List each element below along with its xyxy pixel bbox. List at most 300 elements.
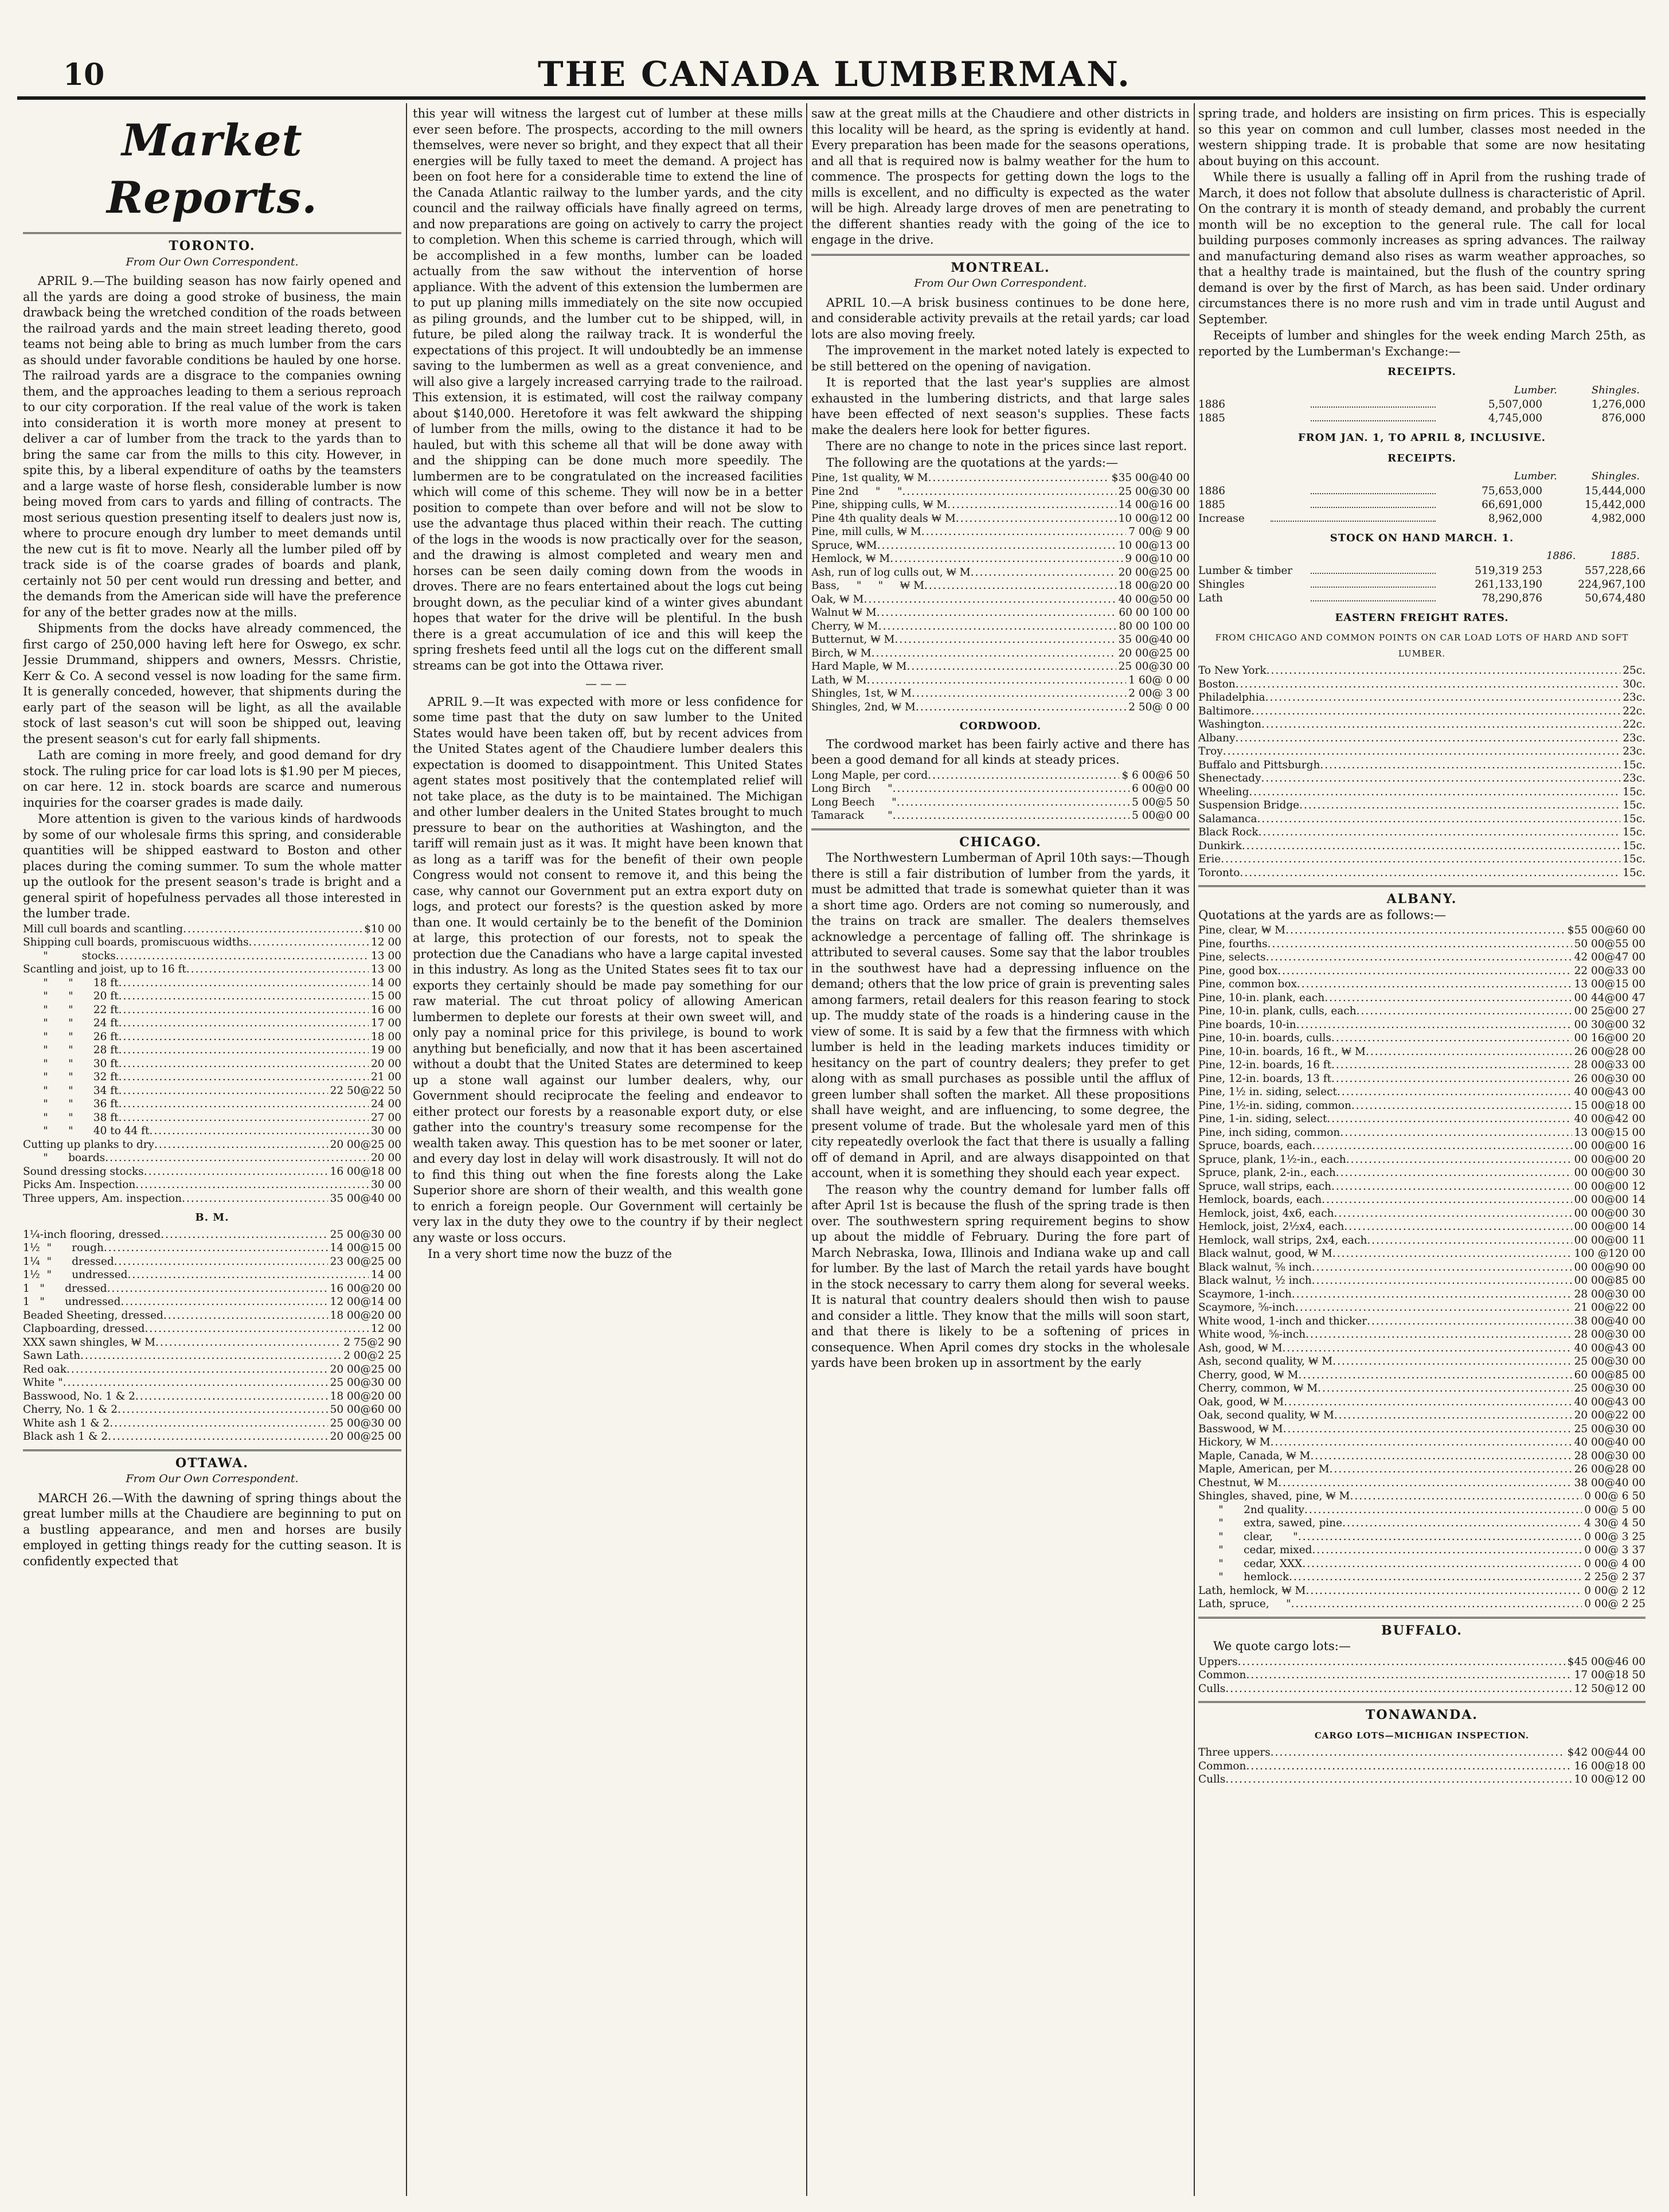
item-name: White ash 1 & 2 (23, 1417, 110, 1429)
price-row (1198, 1463, 1645, 1476)
item-name: Albany (1198, 732, 1236, 744)
price-row (1198, 1153, 1645, 1167)
stat-value: 15,442,000 (1585, 498, 1645, 511)
item-name: Shingles, shaved, pine, ₩ M (1198, 1490, 1350, 1502)
item-name: Hard Maple, ₩ M (811, 661, 907, 673)
item-name: Pine, 10-in. plank, each (1198, 991, 1325, 1004)
item-price: 1 60@ 0 00 (1128, 674, 1190, 686)
paragraph: APRIL 9.—The building season has now fairly opened and all the yards are doing a good stroke of business, the main drawback being the wretched condition of the roads between the railroad yards and the main street leading thereto, good teams not being able to bring as much lumber from the cars as should under favorable conditions be hauled by one horse. The railroad yards are a disgrace to the companies owning them, and the approaches leading to them a serious reproach to our city corporation. If the real value of the work is taken into consideration it is worth more money at present to deliver a car of lumber from the track to the yards than to bring the same car from the mills to this city. However, in spite this, by a liberal expenditure of oaths by the teamsters and a large waste of horse flesh, considerable lumber is now being moved from cars to yards and filling of contracts. The most serious question presenting itself to dealers just now is, where to procure enough dry lumber to meet demands until the new cut is fit to move. Nearly all the lumber piled off by track side is of the coarse grades of boards and plank, certainly not 50 per cent would run dressing and better, and the demands from the American side will have the preference for any of the better grades now at the mills. (23, 274, 401, 619)
item-name: Culls (1198, 1682, 1226, 1695)
item-name: Common (1198, 1669, 1246, 1681)
item-price: 15c. (1623, 866, 1645, 879)
dot-leader (1246, 1760, 1572, 1773)
item-name: Oak, second quality, ₩ M (1198, 1409, 1334, 1421)
page-number: 10 (63, 57, 105, 92)
item-price: 20 00 (371, 1152, 401, 1164)
price-row (1198, 1760, 1645, 1773)
dot-leader (877, 539, 1116, 553)
item-name: White " (23, 1377, 63, 1389)
item-name: 1¼-inch flooring, dressed (23, 1228, 161, 1241)
item-name: Black ash 1 & 2 (23, 1431, 108, 1443)
price-row (1198, 1099, 1645, 1113)
dot-leader (1249, 785, 1620, 799)
price-row (1198, 812, 1645, 826)
stat-label: 1886 (1198, 484, 1226, 497)
price-row (1198, 1247, 1645, 1261)
column-divider (406, 103, 407, 2196)
item-name: " hemlock (1198, 1571, 1289, 1583)
freight-subheading: FROM CHICAGO AND COMMON POINTS ON CAR LOAD LOTS OF HARD AND SOFT LUMBER. (1215, 632, 1629, 659)
dot-leader (1336, 1166, 1572, 1180)
item-name: Troy (1198, 745, 1223, 757)
item-price: 15 00 (371, 990, 401, 1002)
item-price: 00 00@00 20 (1574, 1153, 1645, 1166)
dot-leader (105, 1151, 369, 1165)
dot-leader (1258, 826, 1621, 839)
stat-value: 66,691,000 (1482, 498, 1542, 511)
item-price: 12 00@14 00 (330, 1296, 401, 1308)
dot-leader (1366, 1045, 1572, 1059)
item-price: 14 00@15 00 (330, 1242, 401, 1254)
item-name: Philadelphia (1198, 691, 1265, 704)
item-price: 40 00@43 00 (1574, 1342, 1645, 1354)
item-name: Basswood, ₩ M (1198, 1422, 1283, 1435)
dot-leader (1283, 1342, 1572, 1355)
item-name: Cherry, No. 1 & 2 (23, 1404, 118, 1416)
dot-leader (894, 633, 1116, 647)
toronto-price-list (23, 923, 401, 1206)
item-price: 12 00 (371, 1323, 401, 1335)
increase-row (1198, 512, 1645, 526)
item-price: 15c. (1623, 812, 1645, 825)
item-price: 23c. (1623, 691, 1645, 704)
price-row (1198, 1005, 1645, 1018)
item-price: 00 00@90 00 (1574, 1261, 1645, 1273)
price-row (811, 525, 1190, 539)
dot-leader (1302, 1557, 1582, 1571)
item-name: " " 20 ft (23, 990, 119, 1002)
dot-leader (182, 1192, 327, 1206)
item-name: Spruce, boards, each (1198, 1140, 1312, 1152)
item-name: Pine 2nd " " (811, 485, 902, 498)
item-name: " " 32 ft (23, 1071, 119, 1083)
item-price: 18 00@20 00 (330, 1309, 401, 1322)
item-price: 25 00@30 00 (1574, 1422, 1645, 1435)
stat-value: 519,319 253 (1475, 564, 1542, 577)
stock-year-1885: 1885. (1610, 550, 1640, 562)
item-price: 2 00@2 25 (343, 1350, 401, 1362)
item-name: Ash, good, ₩ M (1198, 1342, 1283, 1354)
item-price: 00 16@00 20 (1574, 1032, 1645, 1044)
price-row (1198, 924, 1645, 937)
price-row (811, 498, 1190, 512)
price-row (1198, 1328, 1645, 1342)
dot-leader (1296, 1018, 1572, 1032)
price-row (23, 1017, 401, 1030)
dot-leader (119, 1084, 328, 1098)
price-row (1198, 718, 1645, 732)
lumber-column-label: Lumber. (1514, 384, 1557, 396)
paragraph: The cordwood market has been fairly active and there has been a good demand for all kinds at steady prices. (811, 737, 1190, 767)
dot-leader (1261, 772, 1621, 785)
item-name: Butternut, ₩ M (811, 634, 895, 646)
item-name: Washington (1198, 718, 1262, 730)
dot-leader (1331, 1031, 1572, 1045)
price-row (811, 539, 1190, 553)
shingles-column-label: Shingles. (1591, 470, 1640, 482)
item-price: 18 00@20 00 (330, 1390, 401, 1402)
price-row (23, 1192, 401, 1206)
dot-leader (119, 1044, 369, 1057)
item-name: Pine, good box (1198, 964, 1278, 977)
price-row (23, 963, 401, 976)
item-name: " " 28 ft (23, 1044, 119, 1056)
item-name: Hemlock, ₩ M (811, 553, 890, 565)
dot-leader (144, 1165, 328, 1179)
paragraph: APRIL 10.—A brisk business continues to be done here, and considerable activity prevails at the retail yards; car load lots are also moving freely. (811, 295, 1190, 341)
item-price: 42 00@47 00 (1574, 951, 1645, 963)
price-row (1198, 866, 1645, 880)
dot-leader (119, 1030, 369, 1044)
item-price: 28 00@30 00 (1574, 1328, 1645, 1341)
item-price: $42 00@44 00 (1567, 1746, 1645, 1758)
price-row (1198, 1655, 1645, 1669)
toronto-heading: TORONTO. (23, 232, 401, 255)
stat-row (1198, 578, 1645, 592)
item-price: 20 00 (371, 1057, 401, 1070)
item-name: Wheeling (1198, 785, 1249, 798)
item-name: Shenectady (1198, 772, 1261, 784)
price-row (1198, 951, 1645, 964)
item-name: Mill cull boards and scantling (23, 923, 183, 935)
item-price: 35 00@40 00 (1118, 634, 1190, 646)
dot-leader (1304, 1503, 1582, 1517)
dot-leader (1267, 664, 1621, 678)
paragraph: Shipments from the docks have already commenced, the first cargo of 250,000 having left here for Oswego, ex schr. Jessie Drummand, shippers and owners, Messrs. Christie, Kerr & Co. A second vessel is now loading for the same firm. It is generally conceded, however, that shipments during the early part of the season will be light, as all the available stock of last season's cut will soon be shipped out, leaving the present season's cut for early fall shipments. (23, 622, 401, 746)
dot-leader (1330, 1463, 1572, 1476)
price-row (23, 1241, 401, 1255)
dot-leader (893, 782, 1130, 796)
dot-leader (921, 525, 1126, 539)
item-price: 28 00@33 00 (1574, 1059, 1645, 1071)
item-price: $35 00@40 00 (1111, 472, 1190, 484)
item-price: 28 00@30 00 (1574, 1449, 1645, 1462)
paragraph: The improvement in the market noted lately is expected to be still bettered on the opening of navigation. (811, 343, 1190, 373)
item-price: 17 00@18 50 (1574, 1669, 1645, 1681)
item-name: 1 " dressed (23, 1282, 107, 1295)
price-row (23, 1070, 401, 1084)
item-price: 23c. (1623, 732, 1645, 744)
item-name: Pine boards, 10-in (1198, 1018, 1296, 1031)
dot-leader (916, 701, 1126, 714)
item-price: 15c. (1623, 759, 1645, 771)
dot-leader (1322, 1193, 1572, 1207)
item-price: 5 00@5 50 (1132, 796, 1190, 808)
item-price: 2 25@ 2 37 (1584, 1571, 1645, 1583)
item-price: 00 00@00 14 (1574, 1221, 1645, 1233)
item-name: Cherry, good, ₩ M (1198, 1369, 1299, 1381)
price-row (1198, 853, 1645, 866)
item-name: Long Maple, per cord (811, 769, 928, 781)
dot-leader (1278, 1476, 1572, 1490)
price-row (1198, 1584, 1645, 1598)
dot-leader (906, 660, 1116, 674)
dot-leader (1367, 1315, 1572, 1328)
dot-leader (1327, 1112, 1572, 1126)
toronto-byline: From Our Own Correspondent. (126, 255, 299, 268)
item-price: 22 00@33 00 (1574, 964, 1645, 977)
price-row (1198, 1031, 1645, 1045)
dot-leader (1311, 578, 1436, 588)
item-price: 40 00@43 00 (1574, 1396, 1645, 1408)
item-name: " clear, " (1198, 1530, 1298, 1543)
item-price: 60 00@85 00 (1574, 1369, 1645, 1381)
dot-leader (163, 1309, 328, 1323)
stat-label: 1885 (1198, 412, 1226, 424)
paragraph: saw at the great mills at the Chaudiere and other districts in this locality will be heard, as the spring is evidently at hand. Every preparation has been made for the seasons operations, and all that is required now is balmy weather for the hum to commence. The prospects for getting down the logs to the mills is excellent, and no difficulty is expected as the water will be high. Already large droves of men are penetrating to the different shanties ready with the going of the ice to engage in the drive. (811, 107, 1190, 247)
price-row (23, 976, 401, 990)
page-header (0, 0, 1669, 100)
dot-leader (118, 1403, 328, 1417)
paragraph: The following are the quotations at the yards:— (826, 455, 1118, 470)
dot-leader (947, 498, 1116, 512)
paragraph: MARCH 26.—With the dawning of spring things about the great lumber mills at the Chaudiere are beginning to put on a bustling appearance, and men and horses are busily employed in getting things ready for the cutting season. It is confidently expected that (23, 1491, 401, 1568)
item-price: 30c. (1623, 678, 1645, 690)
item-price: 35 00@40 00 (330, 1192, 401, 1205)
price-row (1198, 1517, 1645, 1530)
item-name: Black walnut, ½ inch (1198, 1275, 1312, 1287)
lumber-column-label: Lumber. (1514, 470, 1557, 482)
item-price: $ 6 00@6 50 (1121, 769, 1190, 781)
stat-value: 1,276,000 (1591, 398, 1645, 411)
freight-heading: EASTERN FREIGHT RATES. (1335, 611, 1509, 624)
item-name: Lath, spruce, " (1198, 1598, 1291, 1610)
price-row (1198, 1261, 1645, 1275)
item-price: 20 00@25 00 (330, 1138, 401, 1151)
dot-leader (1311, 498, 1436, 508)
dot-leader (1312, 1274, 1572, 1288)
item-price: 40 00@50 00 (1118, 593, 1190, 605)
item-name: Picks Am. Inspection (23, 1179, 136, 1191)
dot-leader (1331, 1058, 1572, 1072)
item-price: 15 00@18 00 (1574, 1099, 1645, 1112)
price-row (1198, 1288, 1645, 1302)
price-row (1198, 937, 1645, 951)
stat-label: 1885 (1198, 498, 1226, 511)
paragraph: There are no change to note in the prices since last report. (826, 439, 1187, 453)
dot-leader (878, 620, 1117, 634)
price-row (23, 1363, 401, 1377)
price-row (23, 1084, 401, 1098)
dot-leader (1292, 1288, 1572, 1302)
stat-value: 78,290,876 (1482, 592, 1542, 604)
dot-leader (119, 1097, 369, 1111)
item-price: 00 00@00 16 (1574, 1140, 1645, 1152)
item-price: 21 00 (371, 1071, 401, 1083)
price-row (23, 1003, 401, 1017)
price-row (1198, 1112, 1645, 1126)
item-name: To New York (1198, 665, 1267, 677)
stat-value: 876,000 (1601, 412, 1645, 424)
item-price: 40 00@40 00 (1574, 1436, 1645, 1448)
stat-label: Lumber & timber (1198, 564, 1293, 577)
buffalo-price-list (1198, 1655, 1645, 1696)
from-jan-label: FROM JAN. 1, TO APRIL 8, INCLUSIVE. (1297, 432, 1546, 444)
item-price: 100 @120 00 (1574, 1248, 1645, 1260)
dot-leader (186, 963, 369, 976)
paragraph: While there is usually a falling off in April from the rushing trade of March, it does not follow that absolute dullness is characteristic of April. On the contrary it is month of steady demand, and probably the current month will be no exception to the general rule. The call for local building purposes commonly increases as spring advances. The railway and manufacturing demand also rises as warm weather approaches, so that a healthy trade is maintained, but the flush of the country spring demand is over by the first of March, as has been said. Under ordinary circumstances there is no more rush and vim in trade until August and September. (1198, 170, 1645, 326)
dot-leader (119, 1111, 369, 1125)
price-row (1198, 1597, 1645, 1611)
column-4 (1198, 106, 1645, 2193)
dot-leader (1344, 1220, 1572, 1234)
item-name: Long Birch " (811, 783, 893, 795)
item-name: Pine, 12-in. boards, 16 ft (1198, 1059, 1332, 1071)
price-row (23, 1376, 401, 1390)
item-name: Baltimore (1198, 705, 1252, 717)
dot-leader (1268, 937, 1572, 951)
price-row (23, 1138, 401, 1152)
section-title: Market Reports. (107, 115, 318, 223)
dot-leader (249, 936, 369, 949)
chicago-heading: CHICAGO. (811, 828, 1190, 851)
item-name: Hemlock, wall strips, 2x4, each (1198, 1234, 1367, 1246)
item-name: Oak, ₩ M (811, 593, 864, 605)
item-name: Scantling and joist, up to 16 ft (23, 963, 186, 975)
dot-leader (1261, 718, 1620, 732)
stat-value: 5,507,000 (1488, 398, 1542, 411)
item-name: White wood, ⅝-inch (1198, 1328, 1306, 1341)
dot-leader (107, 1282, 328, 1296)
item-price: 14 00 (371, 1269, 401, 1281)
item-name: " extra, sawed, pine (1198, 1517, 1343, 1529)
item-price: 10 00@12 00 (1574, 1773, 1645, 1785)
dot-leader (1271, 1746, 1565, 1760)
item-name: Hemlock, boards, each (1198, 1194, 1322, 1206)
item-price: 23 00@25 00 (330, 1255, 401, 1268)
dot-leader (1324, 991, 1572, 1005)
dot-leader (1350, 1490, 1582, 1503)
price-row (23, 1044, 401, 1057)
price-row (23, 923, 401, 936)
dot-leader (890, 552, 1123, 566)
dot-leader (135, 1390, 328, 1404)
item-name: Oak, good, ₩ M (1198, 1396, 1284, 1408)
item-name: 1 " undressed (23, 1296, 121, 1308)
item-name: Pine, 10-in. boards, 16 ft., ₩ M (1198, 1045, 1366, 1058)
price-row (23, 1111, 401, 1125)
item-price: 0 00@ 2 25 (1584, 1598, 1645, 1610)
item-price: 19 00 (371, 1044, 401, 1056)
price-row (23, 1349, 401, 1363)
item-name: XXX sawn shingles, ₩ M (23, 1336, 156, 1349)
item-name: Black Rock (1198, 826, 1258, 838)
item-name: " " 30 ft (23, 1057, 119, 1070)
dot-leader (1257, 812, 1621, 826)
item-name: Dunkirk (1198, 839, 1242, 852)
tonawanda-heading: TONAWANDA. (1198, 1701, 1645, 1724)
price-row (1198, 1409, 1645, 1422)
item-price: 20 00@25 00 (1118, 566, 1190, 579)
price-row (1198, 1530, 1645, 1544)
dot-leader (1297, 978, 1572, 991)
item-name: " " 36 ft (23, 1098, 119, 1110)
stat-label: Lath (1198, 592, 1223, 604)
item-name: 1½ " undressed (23, 1269, 128, 1281)
albany-heading: ALBANY. (1198, 885, 1645, 908)
paragraph: It is reported that the last year's supplies are almost exhausted in the lumbering districts, and that large sales have been effected of next season's supplies. These facts make the dealers here look for better figures. (811, 376, 1190, 437)
price-row (1198, 1234, 1645, 1248)
dot-leader (1311, 484, 1436, 494)
dot-leader (120, 1295, 327, 1309)
price-row (811, 633, 1190, 647)
toronto-price-list-2 (23, 1228, 401, 1444)
item-price: 14 00 (371, 976, 401, 989)
receipts-label: RECEIPTS. (1387, 452, 1456, 464)
dot-leader (928, 769, 1119, 783)
item-price: 00 00@85 00 (1574, 1275, 1645, 1287)
paragraph: APRIL 9.—It was expected with more or less confidence for some time past that the duty on saw lumber to the United States would have been taken off, but by recent advices from the United States agent of the Chaudiere lumber dealers this expectation is doomed to disappointment. This United States agent states most positively that the contemplated relief will not take place, as the duty is to be maintained. The Michigan and other lumber dealers in the United States brought to much pressure to bear on the authorities at Washington, and the tariff will remain just as it was. It might have been known that as long as a tariff was for the benefit of their own people Congress would not consent to remove it, and this being the case, why cannot our Government put an extra export duty on logs, and protect our forests? is the question asked by more than one. It would certainly be to the benefit of the Dominion at large, this protection of our forests, not to speak the protection due the Canadians who have a large capital invested in this industry. As long as the United States sees fit to tax our exports they certainly should be made pay something for our raw material. The cut throat policy of allowing American lumbermen to deplete our forests at their own sweet will, and only pay a nominal price for this privilege, is bound to work anything but beneficially, and now that it has been ascertained without a doubt that the United States are determined to keep up a stone wall against our lumber dealers, why, our Government should reciprocate the feeling and endeavor to either protect our forests by a reasonable export duty, or else gather into the country's treasury some recompense for the wealth taken away. This question has to be met sooner or later, and every day lost in delay will work disastrously. It will not do to find this thing out when the fine forests along the Lake Superior shore are shorn of their wealth, and this wealth gone to enrich a foreign people. Our Government will certainly be very lax in the duty they owe to the country if by their neglect any waste or loss occurs. (413, 694, 803, 1245)
albany-intro: Quotations at the yards are as follows:— (1198, 908, 1447, 922)
item-price: 20 00@25 00 (1118, 647, 1190, 659)
price-row (1198, 1682, 1645, 1696)
item-name: 1¼ " dressed (23, 1255, 114, 1268)
item-price: 14 00@16 00 (1118, 499, 1190, 511)
dot-leader (1291, 1597, 1582, 1611)
item-name: " cedar, mixed (1198, 1544, 1312, 1556)
item-price: 28 00@30 00 (1574, 1288, 1645, 1300)
dot-leader (1311, 564, 1436, 574)
dot-leader (119, 1057, 369, 1071)
dot-leader (1251, 705, 1620, 718)
ottawa-heading: OTTAWA. (23, 1449, 401, 1472)
item-price: 15c. (1623, 853, 1645, 865)
price-row (1198, 1058, 1645, 1072)
column-3 (811, 106, 1190, 2193)
item-name: Boston (1198, 678, 1236, 690)
item-price: 7 00@ 9 00 (1128, 526, 1190, 538)
item-price: 26 00@28 00 (1574, 1045, 1645, 1058)
dot-leader (1311, 1449, 1572, 1463)
item-price: 25 00@30 00 (1118, 661, 1190, 673)
item-price: 25 00@30 00 (330, 1228, 401, 1241)
item-price: $10 00 (364, 923, 401, 935)
item-price: 15c. (1623, 799, 1645, 811)
column-divider (1194, 103, 1195, 2196)
item-price: 0 00@ 2 12 (1584, 1584, 1645, 1597)
item-name: 1½ " rough (23, 1242, 104, 1254)
item-price: 00 44@00 47 (1574, 991, 1645, 1004)
dot-leader (1332, 1355, 1572, 1369)
price-row (23, 1430, 401, 1444)
item-name: Culls (1198, 1773, 1226, 1785)
price-row (811, 552, 1190, 566)
price-row (23, 1228, 401, 1242)
item-price: 13 00 (371, 963, 401, 975)
price-row (23, 1309, 401, 1323)
price-row (1198, 1274, 1645, 1288)
price-row (811, 647, 1190, 661)
price-row (1198, 772, 1645, 785)
dot-leader (1311, 592, 1436, 601)
item-price: 25 00@30 00 (1118, 485, 1190, 498)
item-name: " boards (23, 1152, 105, 1164)
price-row (1198, 1166, 1645, 1180)
cordwood-price-list (811, 769, 1190, 823)
header-rule (17, 96, 1645, 100)
price-row (1198, 839, 1645, 853)
item-name: White wood, 1-inch and thicker (1198, 1315, 1367, 1327)
